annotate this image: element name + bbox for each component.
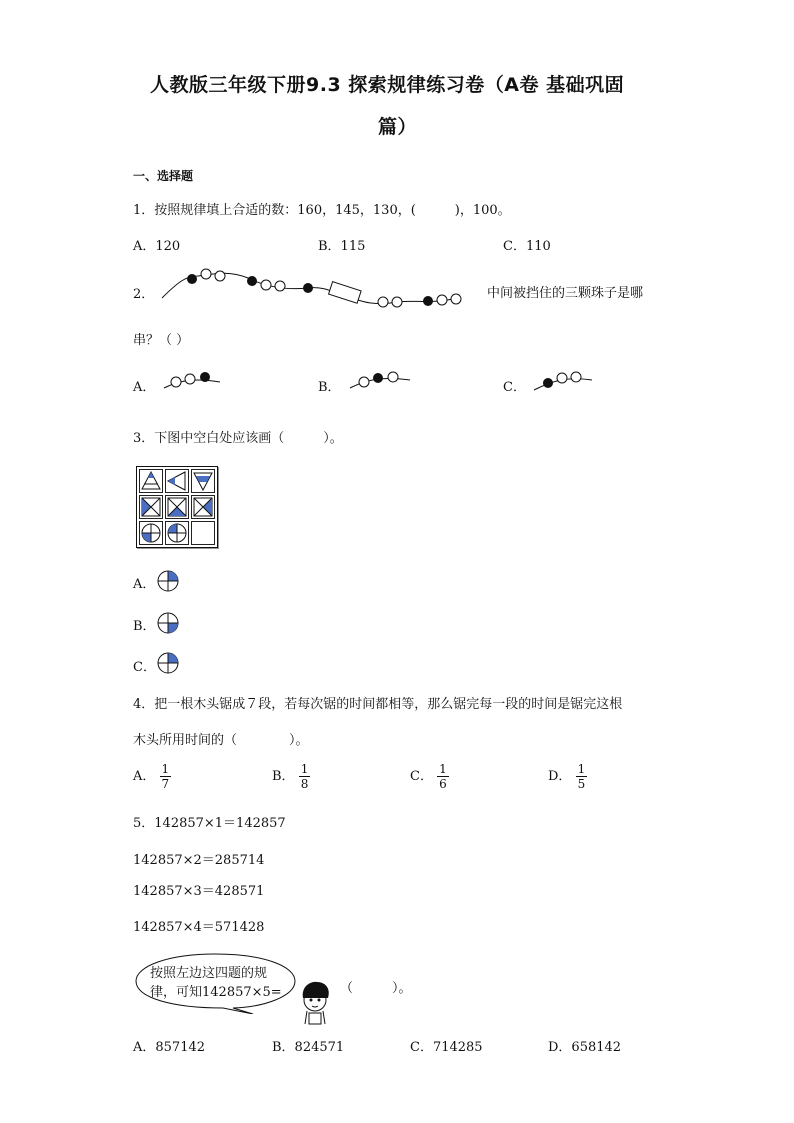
quartered-circle-option-c-icon [156, 651, 180, 675]
fraction-denominator: 8 [300, 777, 309, 791]
q4-option-b-label: B． [272, 769, 295, 784]
fraction [299, 762, 311, 791]
bubble-text-line1: 按照左边这四题的规 [150, 966, 268, 981]
q4-option-a-label: A． [133, 769, 156, 784]
q4-stem-line2: 木头所用时间的（ ）。 [133, 733, 309, 748]
q4-option-d-label: D． [548, 769, 572, 784]
crossed-square-icon [192, 496, 214, 518]
q2-option-a-beads [160, 366, 224, 392]
q4-option-a[interactable] [133, 762, 171, 791]
fraction-denominator: 7 [161, 777, 170, 791]
q3-stem: 3．下图中空白处应该画（ ）。 [133, 431, 343, 446]
q5-option-a[interactable]: A．857142 [133, 1040, 206, 1055]
q4-stem-line1: 4．把一根木头锯成７段，若每次锯的时间都相等，那么锯完每一段的时间是锯完这根 [133, 697, 623, 712]
page-title-cont: 篇） [378, 116, 418, 138]
fraction-numerator: 1 [439, 762, 447, 776]
q1-option-a[interactable]: A．120 [133, 239, 181, 254]
q5-option-d[interactable]: D．658142 [548, 1040, 622, 1055]
q5-line-3: 142857×3＝428571 [133, 884, 265, 899]
grid-cell-r1c1 [139, 469, 163, 493]
fraction-numerator: 1 [161, 762, 170, 776]
fraction-denominator: 5 [577, 777, 586, 791]
q2-option-c[interactable]: C． [503, 380, 526, 395]
q5-option-b[interactable]: B．824571 [272, 1040, 345, 1055]
triangle-left-icon [166, 470, 188, 492]
fraction [160, 762, 172, 791]
q3-option-b[interactable]: B． [133, 619, 156, 634]
grid-cell-r2c2 [165, 495, 189, 519]
crossed-square-icon [140, 496, 162, 518]
q2-option-b-beads [346, 366, 414, 392]
grid-cell-r3c1 [139, 521, 163, 545]
q3-option-a[interactable]: A． [133, 577, 156, 592]
fraction-denominator: 6 [439, 777, 447, 791]
q5-option-c[interactable]: C．714285 [410, 1040, 483, 1055]
quartered-circle-icon [166, 522, 188, 544]
q4-option-c[interactable] [410, 762, 449, 791]
fraction [576, 762, 588, 791]
q4-option-b[interactable] [272, 762, 310, 791]
q4-option-c-label: C． [410, 769, 433, 784]
q2-stem: 中间被挡住的三颗珠子是哪 [487, 286, 644, 301]
grid-cell-r2c3 [191, 495, 215, 519]
crossed-square-icon [166, 496, 188, 518]
q5-line-1: 5．142857×1＝142857 [133, 816, 286, 831]
grid-cell-r3c3-blank [191, 521, 215, 545]
q2-option-a[interactable]: A． [133, 380, 156, 395]
grid-cell-r3c2 [165, 521, 189, 545]
triangle-down-icon [192, 470, 214, 492]
grid-cell-r1c3 [191, 469, 215, 493]
q2-option-c-beads [530, 366, 596, 392]
section-heading: 一、选择题 [133, 169, 194, 183]
q2-option-b[interactable]: B． [318, 380, 341, 395]
fraction-numerator: 1 [300, 762, 309, 776]
quartered-circle-option-a-icon [156, 569, 180, 593]
page-title: 人教版三年级下册9.3 探索规律练习卷（A卷 基础巩固 [150, 74, 625, 96]
q3-pattern-grid [136, 466, 218, 548]
quartered-circle-icon [140, 522, 162, 544]
q5-line-4: 142857×4＝571428 [133, 920, 265, 935]
quartered-circle-option-b-icon [156, 611, 180, 635]
triangle-up-icon [140, 470, 162, 492]
boy-cartoon-icon [297, 980, 333, 1026]
q3-option-c[interactable]: C． [133, 660, 156, 675]
q5-line-2: 142857×2＝285714 [133, 853, 265, 868]
q5-answer-blank: （ ）。 [340, 981, 412, 996]
fraction-numerator: 1 [577, 762, 586, 776]
grid-cell-r1c2 [165, 469, 189, 493]
fraction [437, 762, 449, 791]
q2-number: 2． [133, 287, 155, 302]
q1-option-c[interactable]: C．110 [503, 239, 551, 254]
q1-option-b[interactable]: B．115 [318, 239, 366, 254]
q4-option-d[interactable] [548, 762, 587, 791]
q2-bead-string-figure [158, 262, 480, 312]
q2-stem-cont: 串？（ ） [133, 333, 190, 348]
q1-stem: 1．按照规律填上合适的数：160，145，130，( )，100。 [133, 203, 511, 218]
grid-cell-r2c1 [139, 495, 163, 519]
bubble-text-line2: 律，可知142857×5= [150, 985, 282, 1000]
